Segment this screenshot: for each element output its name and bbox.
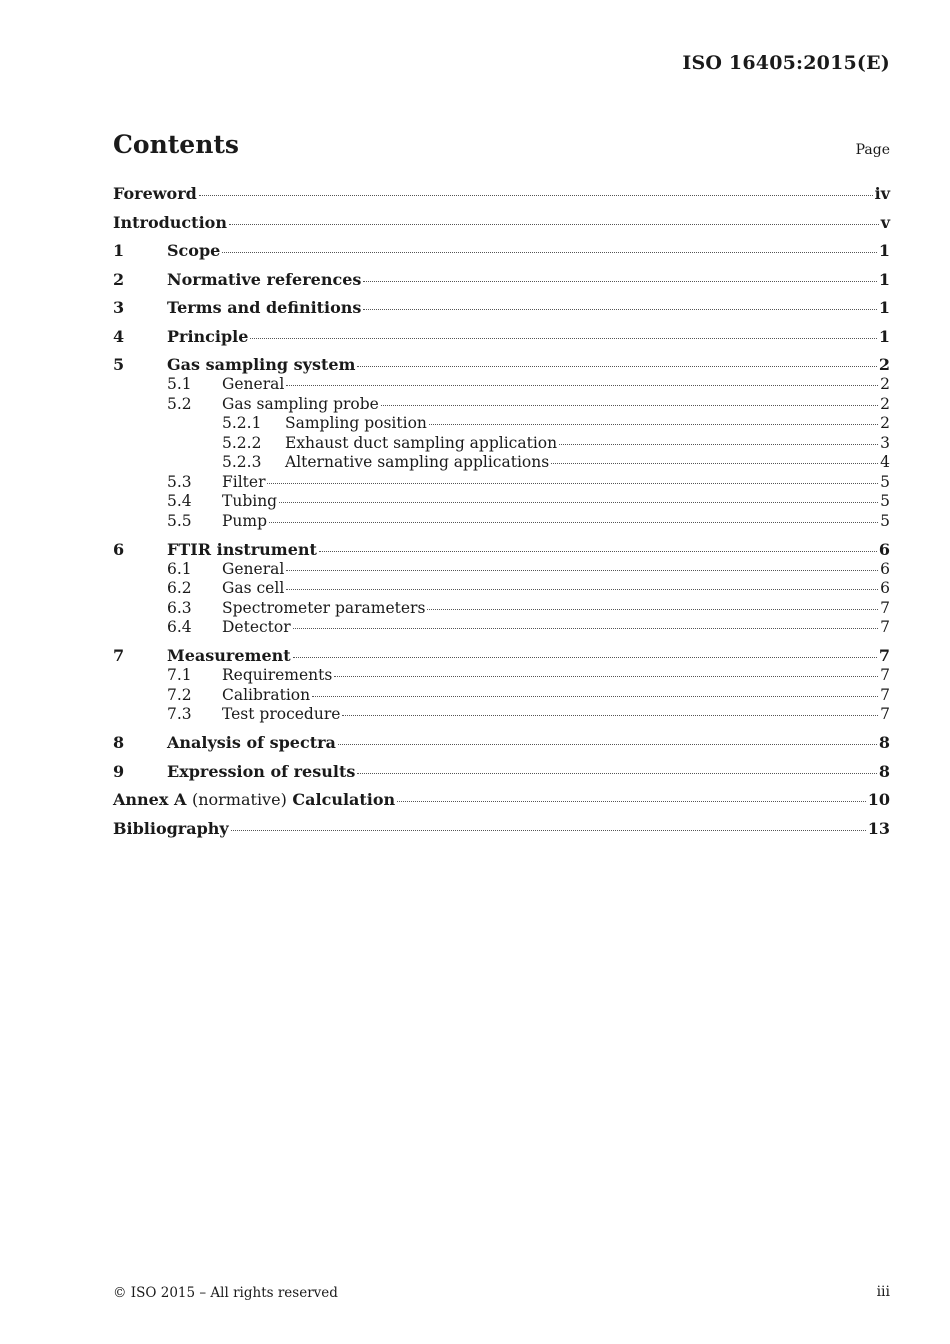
toc-entry-title: General [222,559,285,578]
toc-entry-number: 5.2.3 [222,453,262,471]
toc-entry-number: 5 [113,355,125,374]
contents-heading: Contents [113,130,240,159]
toc-entry-page: 2 [880,414,890,432]
toc-entry-title: Pump [222,511,268,530]
toc-entry-page: 2 [880,375,890,393]
toc-entry[interactable] [113,790,890,810]
toc-entry-title: Sampling position [285,414,427,432]
dot-leader [357,773,877,774]
toc-entry-title: Calibration [222,685,311,704]
dot-leader [312,696,878,697]
toc-entry-number: 2 [113,269,125,289]
toc-entry-number: 5.5 [167,511,192,530]
toc-entry-number: 5.3 [167,472,192,491]
dot-leader [231,830,866,831]
toc-entry-title: Alternative sampling applications [285,453,550,471]
dot-leader [559,444,878,445]
toc-entry-page: 1 [878,269,890,289]
toc-entry-title: Principle [167,326,249,346]
dot-leader [293,657,877,658]
dot-leader [319,551,877,552]
toc-entry-title: Bibliography [113,818,229,838]
toc-entry-number: 6 [113,539,125,559]
toc-entry[interactable] [113,395,890,415]
page-column-label: Page [855,142,890,158]
toc-entry-title: Terms and definitions [167,298,362,317]
toc-entry[interactable] [113,705,890,725]
toc-entry[interactable] [113,492,890,512]
toc-entry[interactable] [113,618,890,638]
toc-entry[interactable] [113,414,890,434]
toc-entry-page: 7 [880,685,890,704]
toc-entry-page: 8 [878,761,890,781]
dot-leader [338,744,877,745]
toc-entry-page: 6 [878,539,890,559]
toc-entry[interactable] [113,560,890,580]
toc-entry-number: 6.4 [167,618,192,636]
toc-entry-page: 2 [878,355,890,374]
dot-leader [293,628,878,629]
toc-entry-page: 7 [878,646,890,665]
toc-entry-title: Exhaust duct sampling application [285,433,558,452]
toc-entry[interactable] [113,599,890,619]
toc-entry-page: 7 [880,666,890,684]
toc-entry[interactable] [113,453,890,473]
toc-entry-page: 6 [880,579,890,597]
toc-entry-title: Detector [222,618,291,636]
toc-entry-page: iv [874,184,890,203]
toc-entry-number: 7.3 [167,705,192,723]
dot-leader [551,463,878,464]
toc-entry-page: v [880,212,890,232]
toc-entry-number: 5.4 [167,492,192,510]
toc-entry-page: 8 [878,733,890,752]
toc-entry-page: 1 [878,241,890,260]
toc-entry[interactable] [113,298,890,318]
dot-leader [363,281,876,282]
toc-entry-number: 6.1 [167,559,192,578]
toc-entry[interactable] [113,733,890,753]
toc-entry-title: Analysis of spectra [167,733,336,752]
dot-leader [269,522,878,523]
dot-leader [267,483,878,484]
dot-leader [250,338,876,339]
toc-entry-title: Gas sampling probe [222,394,379,413]
document-id: ISO 16405:2015(E) [682,52,890,74]
toc-entry[interactable] [113,184,890,204]
toc-entry-number: 5.2.1 [222,414,262,432]
toc-entry[interactable] [113,540,890,560]
toc-entry-title: Filter [222,472,266,491]
toc-entry-title: Measurement [167,646,291,665]
table-of-contents [113,184,890,839]
toc-entry-title: Foreword [113,184,197,203]
toc-entry-page: 3 [880,433,890,452]
toc-entry-page: 6 [880,559,890,578]
toc-entry-page: 1 [878,326,890,346]
toc-entry-page: 2 [880,394,890,413]
dot-leader [199,195,873,196]
toc-entry-number: 6.3 [167,598,192,617]
toc-entry[interactable] [113,762,890,782]
toc-entry-title: Requirements [222,666,333,684]
dot-leader [279,502,878,503]
toc-entry-annex-label: Annex A [113,790,187,809]
copyright-notice: © ISO 2015 – All rights reserved [113,1285,338,1301]
dot-leader [222,252,877,253]
toc-entry-page: 13 [867,818,890,838]
toc-entry-number: 7.2 [167,685,192,704]
toc-entry[interactable] [113,666,890,686]
toc-entry-page: 5 [880,511,890,530]
toc-entry-title: Tubing [222,492,278,510]
toc-entry[interactable] [113,270,890,290]
toc-entry-title: Calculation [292,790,396,809]
toc-entry[interactable] [113,512,890,532]
toc-entry[interactable] [113,375,890,395]
toc-entry[interactable] [113,473,890,493]
toc-entry-number: 1 [113,241,125,260]
page-number: iii [876,1284,890,1300]
toc-entry-page: 7 [880,598,890,617]
toc-entry-title: Spectrometer parameters [222,598,426,617]
toc-entry-title: Gas sampling system [167,355,356,374]
dot-leader [229,224,879,225]
dot-leader [286,385,878,386]
toc-entry-page: 10 [867,790,890,809]
toc-entry[interactable] [113,646,890,666]
toc-entry-number: 3 [113,298,125,317]
toc-entry-page: 4 [880,453,890,471]
toc-entry[interactable] [113,819,890,839]
toc-entry-number: 4 [113,326,125,346]
toc-entry-number: 5.2.2 [222,433,262,452]
toc-entry-annex-note: (normative) [191,790,287,809]
dot-leader [286,570,878,571]
dot-leader [363,309,876,310]
dot-leader [286,589,878,590]
toc-entry[interactable] [113,355,890,375]
dot-leader [397,801,866,802]
toc-entry[interactable] [113,213,890,233]
toc-entry-title: Gas cell [222,579,285,597]
toc-entry-page: 7 [880,618,890,636]
toc-entry-number: 7.1 [167,666,192,684]
toc-entry-page: 7 [880,705,890,723]
toc-entry-title: Normative references [167,269,362,289]
dot-leader [342,715,878,716]
toc-entry-page: 1 [878,298,890,317]
toc-entry-title: FTIR instrument [167,539,317,559]
toc-entry-number: 8 [113,733,125,752]
toc-entry-title: Introduction [113,212,227,232]
toc-entry-title: Test procedure [222,705,341,723]
dot-leader [357,366,876,367]
toc-entry-title: Expression of results [167,761,356,781]
toc-entry-title: General [222,375,285,393]
dot-leader [429,424,878,425]
toc-entry[interactable] [113,434,890,454]
toc-entry-number: 6.2 [167,579,192,597]
toc-entry-number: 9 [113,761,125,781]
toc-entry[interactable] [113,686,890,706]
toc-entry-page: 5 [880,492,890,510]
dot-leader [427,609,878,610]
dot-leader [334,676,878,677]
toc-entry[interactable] [113,579,890,599]
dot-leader [381,405,878,406]
toc-entry-number: 5.2 [167,394,192,413]
toc-entry-number: 5.1 [167,375,192,393]
toc-entry-number: 7 [113,646,125,665]
toc-entry-page: 5 [880,472,890,491]
toc-entry[interactable] [113,327,890,347]
toc-entry[interactable] [113,241,890,261]
toc-entry-title: Scope [167,241,221,260]
